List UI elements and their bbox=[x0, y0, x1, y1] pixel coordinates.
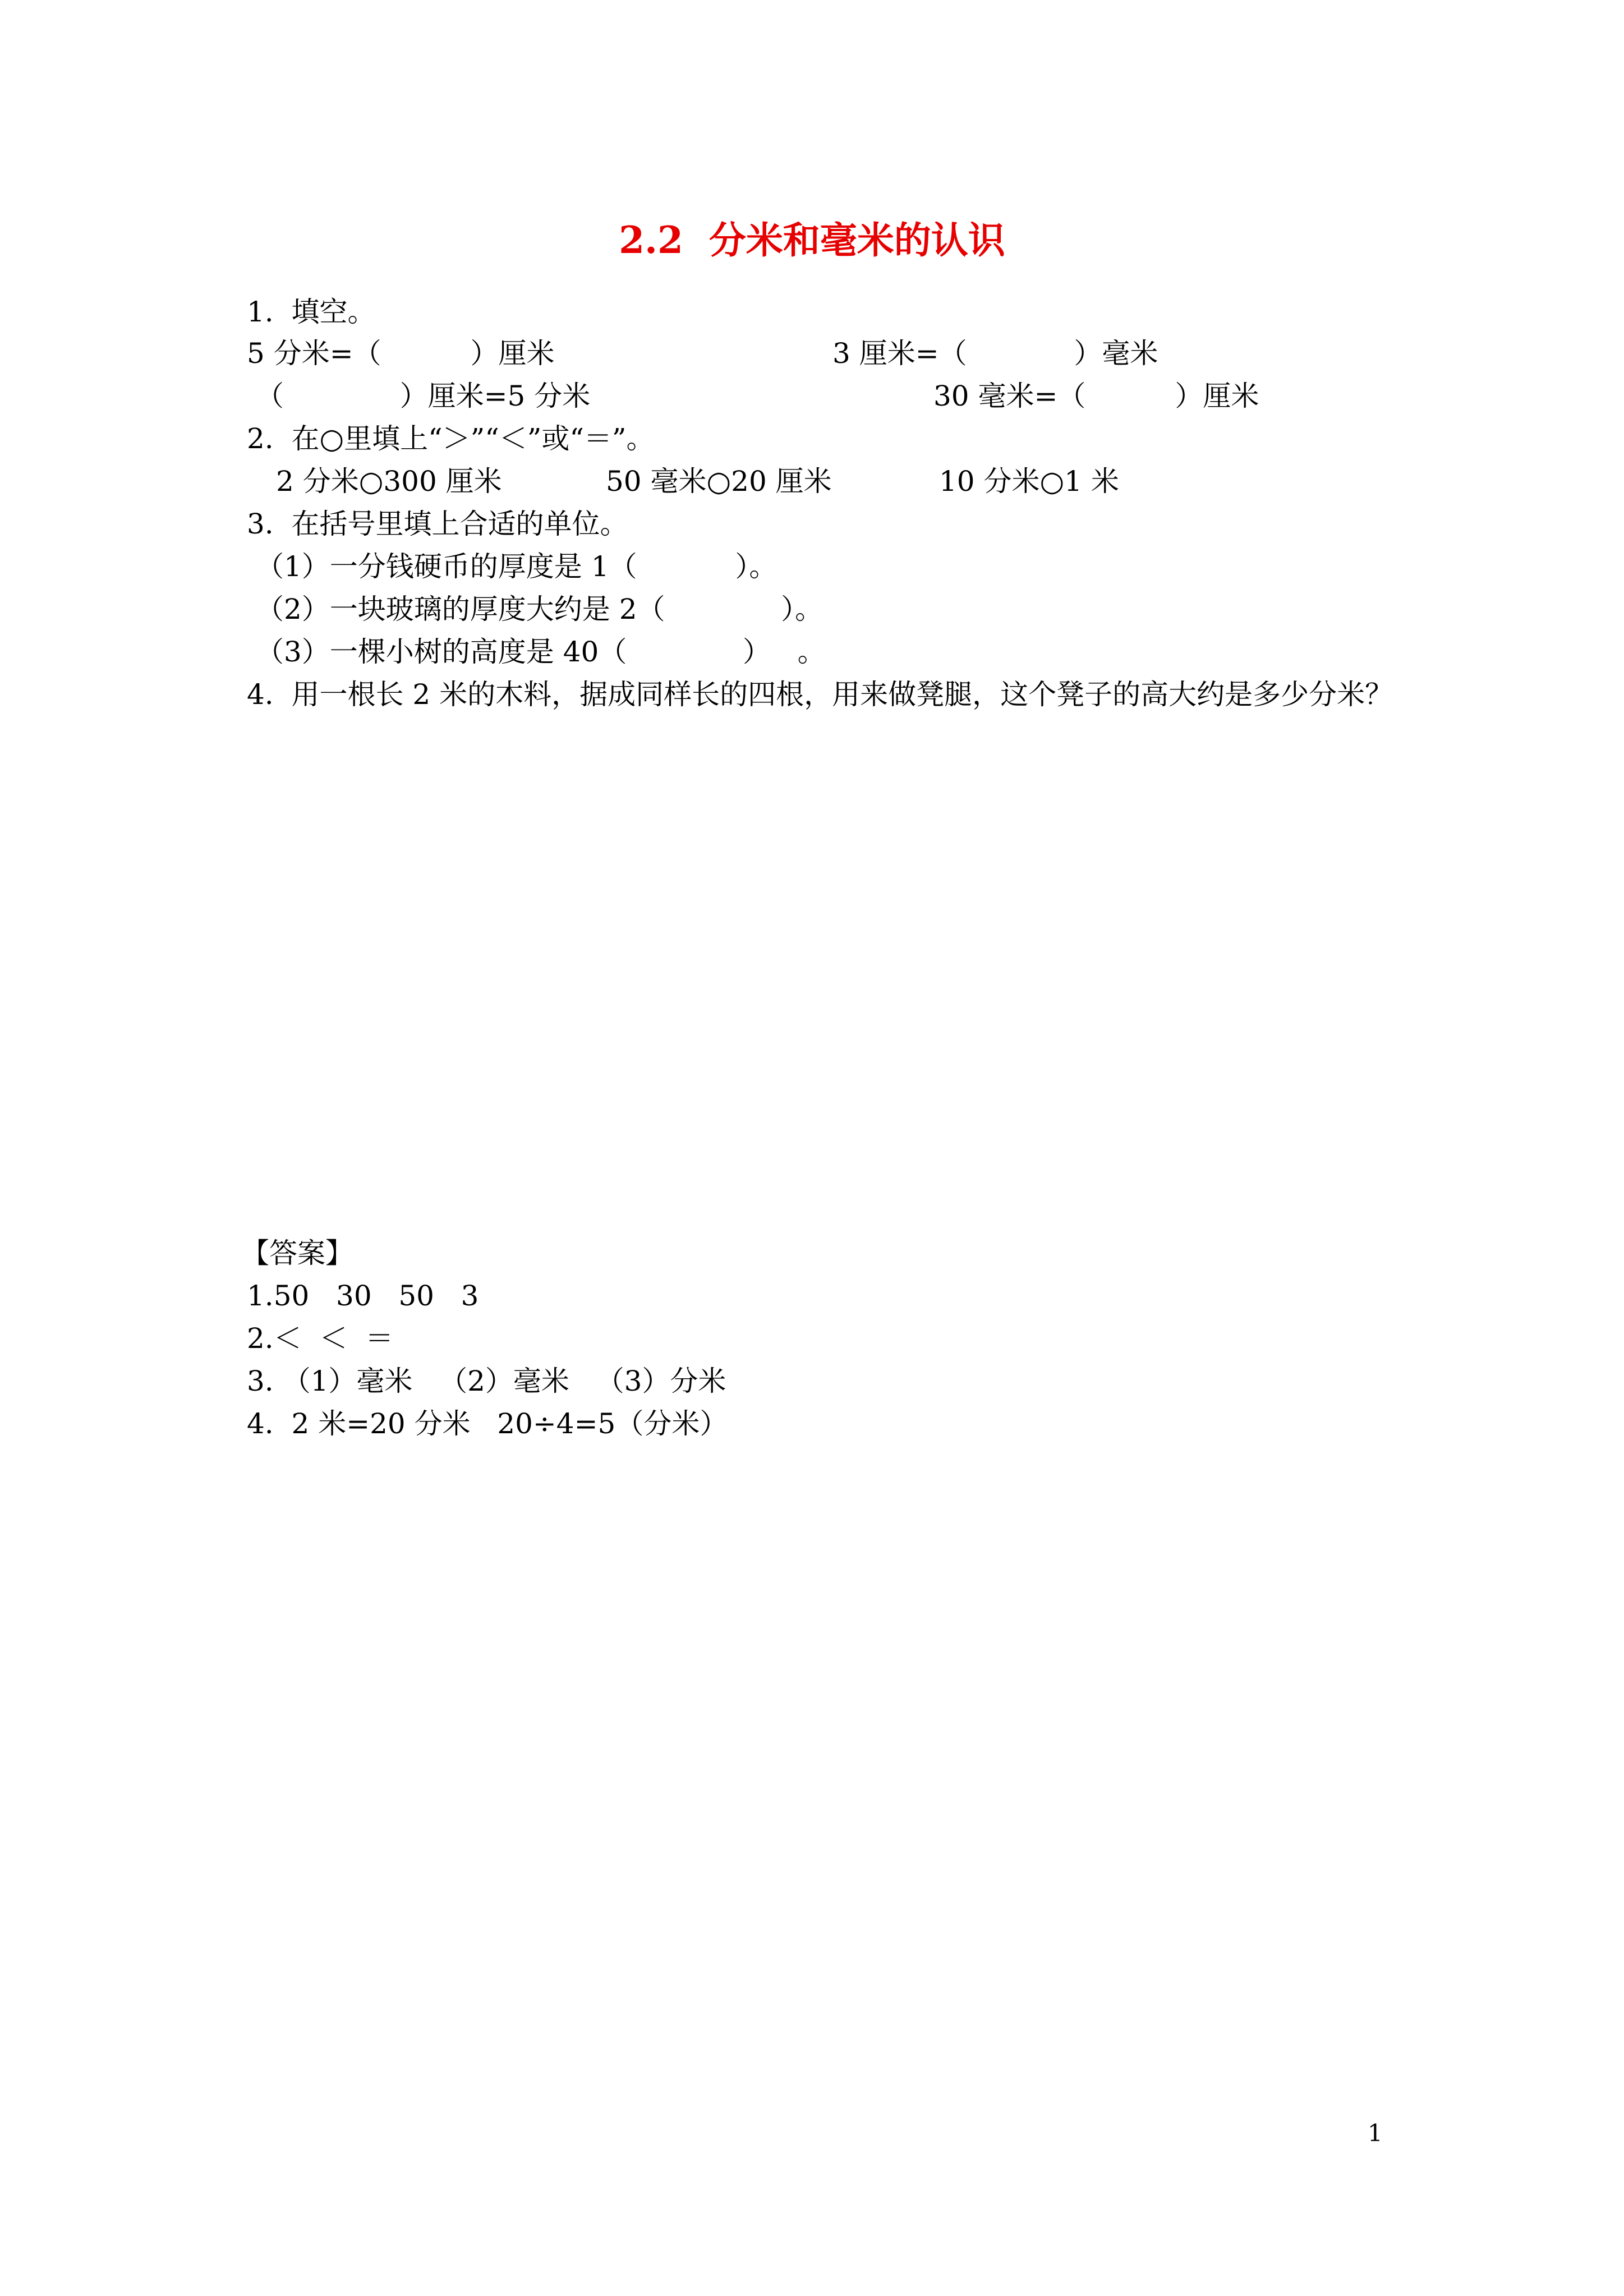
answer-2: 2.＜ ＜ ＝ bbox=[247, 1322, 394, 1355]
answers-heading: 【答案】 bbox=[241, 1237, 353, 1269]
q3-heading: 3. 在括号里填上合适的单位。 bbox=[247, 508, 628, 540]
answer-4: 4. 2 米=20 分米 20÷4=5（分米） bbox=[247, 1407, 728, 1440]
q2-item-3: 10 分米○1 米 bbox=[939, 465, 1119, 498]
q1-row1-left: 5 分米=（ ）厘米 bbox=[247, 337, 555, 370]
q1-heading: 1. 填空。 bbox=[247, 296, 376, 328]
q3-item-1: （1）一分钱硬币的厚度是 1（ ）。 bbox=[256, 550, 778, 583]
q1-row2-left: （ ）厘米=5 分米 bbox=[256, 380, 591, 412]
answer-1: 1.50 30 50 3 bbox=[247, 1280, 479, 1312]
q2-heading: 2. 在○里填上“＞”“＜”或“＝”。 bbox=[247, 422, 655, 455]
page-title: 2.2 分米和毫米的认识 bbox=[619, 218, 1005, 262]
q1-row1-right: 3 厘米=（ ）毫米 bbox=[832, 337, 1158, 370]
q2-item-1: 2 分米○300 厘米 bbox=[276, 465, 502, 498]
answer-3: 3. （1）毫米 （2）毫米 （3）分米 bbox=[247, 1365, 726, 1397]
page-number: 1 bbox=[1368, 2119, 1383, 2147]
q2-item-2: 50 毫米○20 厘米 bbox=[606, 465, 832, 498]
q4-heading: 4. 用一根长 2 米的木料，据成同样长的四根，用来做凳腿，这个凳子的高大约是多少分米？ bbox=[247, 678, 1393, 711]
q3-item-3: （3）一棵小树的高度是 40（ ） 。 bbox=[256, 636, 826, 668]
q3-item-2: （2）一块玻璃的厚度大约是 2（ ）。 bbox=[256, 593, 823, 625]
q1-row2-right: 30 毫米=（ ）厘米 bbox=[933, 380, 1259, 412]
